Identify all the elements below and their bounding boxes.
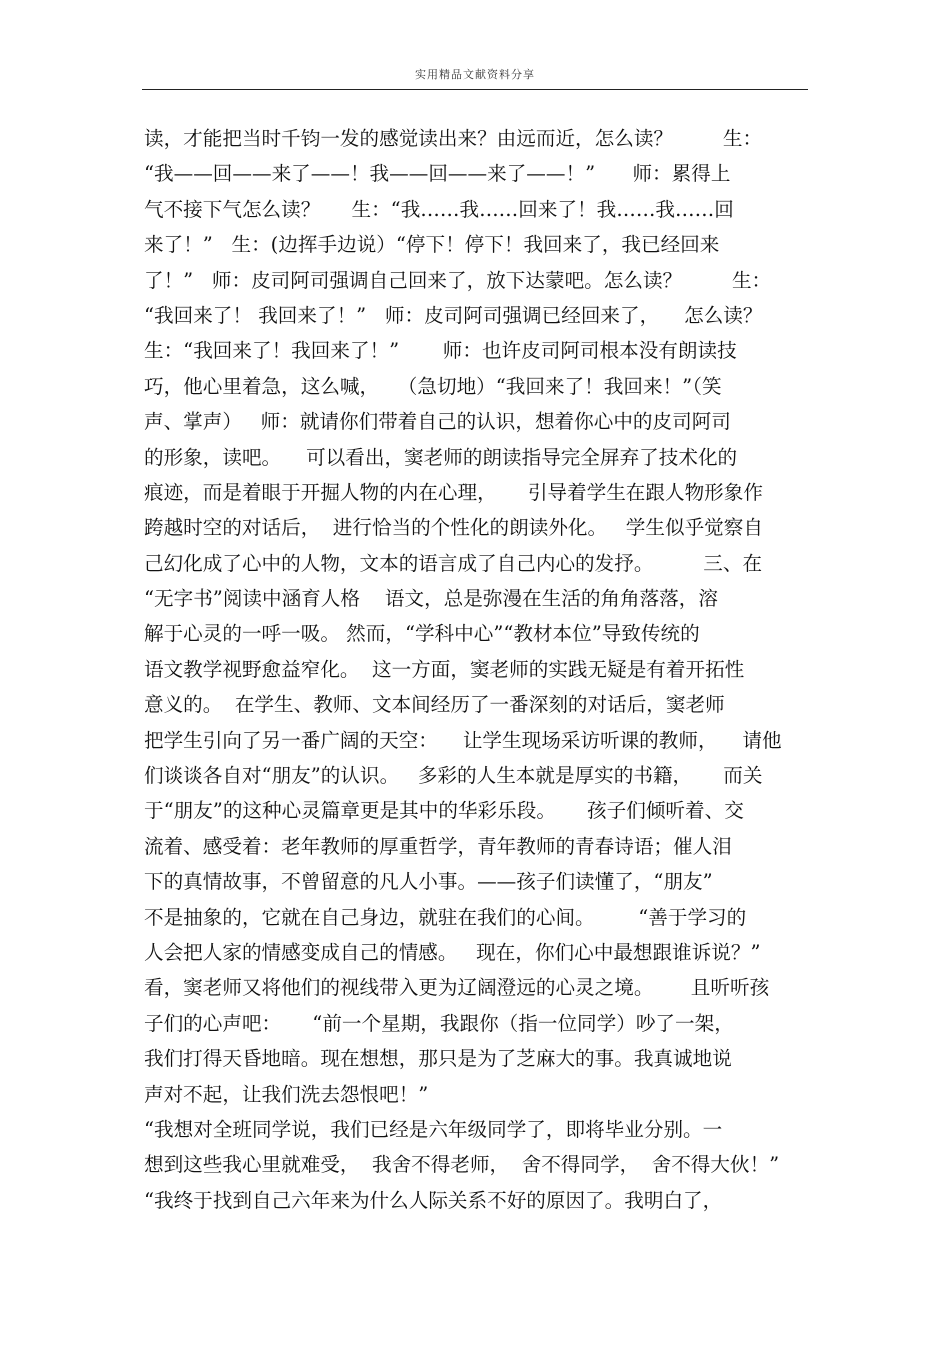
text-line: 生：“我回来了！我回来了！” 师：也许皮司阿司根本没有朗读技	[144, 339, 737, 363]
text-line: 语文教学视野愈益窄化。 这一方面，窦老师的实践无疑是有着开拓性	[144, 657, 745, 681]
text-line: 们谈谈各自对“朋友”的认识。 多彩的人生本就是厚实的书籍， 而关	[144, 764, 763, 788]
text-line: 声对不起，让我们洗去怨恨吧！”	[144, 1082, 429, 1106]
text-line: 人会把人家的情感变成自己的情感。 现在，你们心中最想跟谁诉说？”	[144, 940, 761, 964]
text-line: 巧，他心里着急，这么喊， （急切地）“我回来了！我回来！”（笑	[144, 374, 722, 398]
text-line: 我们打得天昏地暗。现在想想，那只是为了芝麻大的事。我真诚地说	[144, 1047, 732, 1071]
text-line: 于“朋友”的这种心灵篇章更是其中的华彩乐段。 孩子们倾听着、交	[144, 799, 744, 823]
text-line: 了！” 师：皮司阿司强调自己回来了，放下达蒙吧。怎么读？ 生：	[144, 268, 772, 292]
header-divider	[142, 89, 808, 90]
document-body	[144, 121, 808, 1218]
text-line: 不是抽象的，它就在自己身边，就驻在我们的心间。 “善于学习的	[144, 905, 747, 929]
text-line: 子们的心声吧： “前一个星期，我跟你（指一位同学）吵了一架，	[144, 1011, 734, 1035]
text-line: 解于心灵的一呼一吸。 然而，“学科中心”“教材本位”导致传统的	[144, 622, 700, 646]
text-line: 看，窦老师又将他们的视线带入更为辽阔澄远的心灵之境。 且听听孩	[144, 976, 770, 1000]
text-line: 把学生引向了另一番广阔的天空： 让学生现场采访听课的教师， 请他	[144, 728, 782, 752]
text-line: 来了！” 生：(边挥手边说）“停下！停下！我回来了，我已经回来	[144, 233, 720, 257]
text-line: 意义的。 在学生、教师、文本间经历了一番深刻的对话后，窦老师	[144, 693, 725, 717]
text-line: 声、掌声） 师：就请你们带着自己的认识，想着你心中的皮司阿司	[144, 410, 731, 434]
text-line: 流着、感受着：老年教师的厚重哲学，青年教师的青春诗语；催人泪	[144, 834, 732, 858]
text-line: “我想对全班同学说，我们已经是六年级同学了，即将毕业分别。一	[144, 1117, 723, 1141]
text-line: 己幻化成了心中的人物，文本的语言成了自己内心的发抒。 三、在	[144, 551, 763, 575]
text-line: 下的真情故事，不曾留意的凡人小事。——孩子们读懂了，“朋友”	[144, 870, 713, 894]
text-line: 痕迹，而是着眼于开掘人物的内在心理， 引导着学生在跟人物形象作	[144, 480, 763, 504]
text-line: 气不接下气怎么读？ 生：“我……我……回来了！我……我……回	[144, 197, 734, 221]
text-line: 读，才能把当时千钧一发的感觉读出来？由远而近，怎么读？ 生：	[144, 127, 763, 150]
text-line: “我回来了！ 我回来了！” 师：皮司阿司强调已经回来了， 怎么读？	[144, 303, 763, 327]
text-line: 的形象，读吧。 可以看出，窦老师的朗读指导完全屏弃了技术化的	[144, 445, 738, 469]
text-line: “我终于找到自己六年来为什么人际关系不好的原因了。我明白了，	[144, 1188, 723, 1212]
text-line: 想到这些我心里就难受， 我舍不得老师， 舍不得同学， 舍不得大伙！”	[144, 1153, 780, 1177]
page-header: 实用精品文献资料分享	[415, 68, 535, 81]
text-line: “无字书”阅读中涵育人格 语文，总是弥漫在生活的角角落落，溶	[144, 587, 718, 611]
text-line: 跨越时空的对话后， 进行恰当的个性化的朗读外化。 学生似乎觉察自	[144, 516, 763, 540]
text-line: “我——回——来了——！我——回——来了——！” 师：累得上	[144, 162, 731, 186]
